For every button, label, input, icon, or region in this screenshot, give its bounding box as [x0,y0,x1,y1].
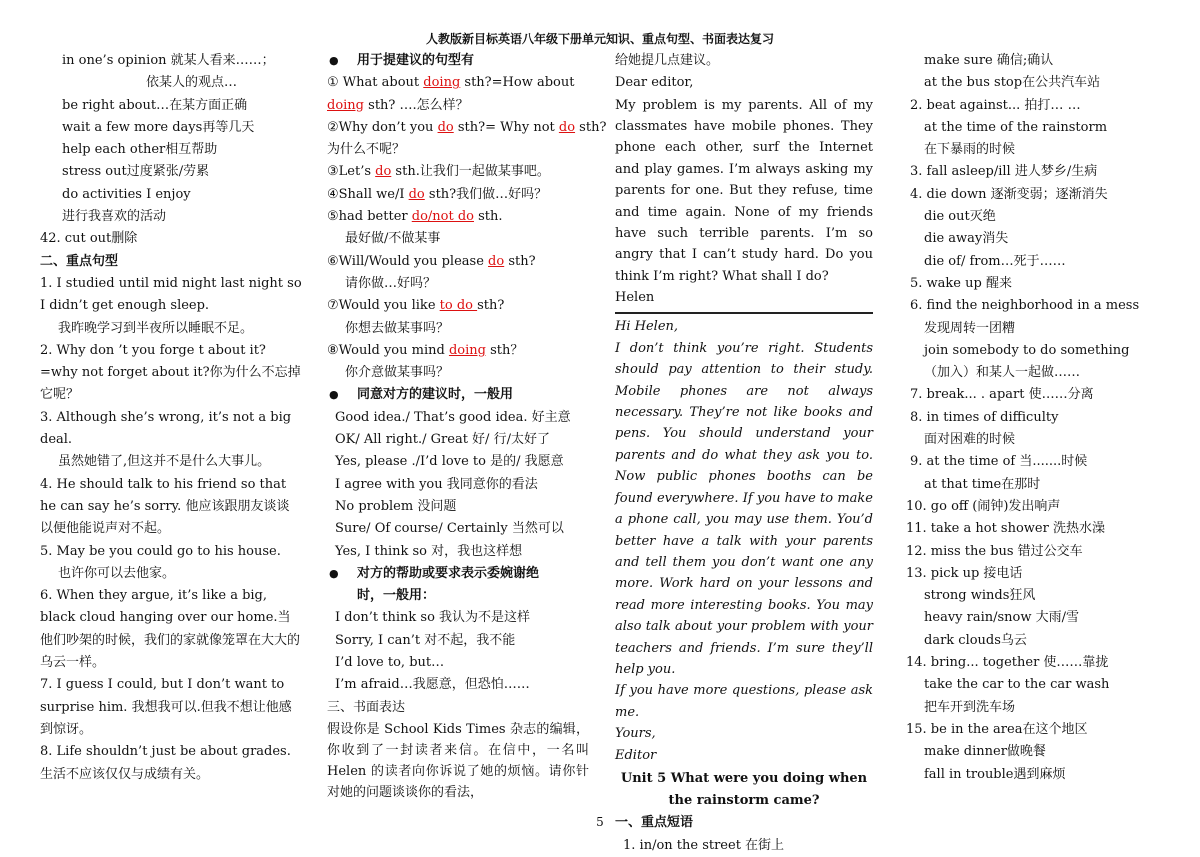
phrase-line: 12. miss the bus 错过公交车 [906,543,1083,559]
section-heading: 一、重点短语 [615,815,694,831]
agree-line: OK/ All right./ Great 好/ 行/太好了 [335,432,550,448]
phrase-line: in one’s opinion 就某人看来……； [62,53,275,68]
pattern-line: 请你做…好吗？ [345,275,437,291]
divider [615,312,873,314]
column-3 [615,50,873,857]
pattern-line: ⑥Will/Would you please do sth? [327,253,536,269]
phrase-line: 依某人的观点… [146,75,238,91]
section-heading: 二、重点句型 [40,253,119,269]
sentence-item: 3. Although she’s wrong, it’s not a big deal. [40,409,292,448]
phrase-line: dark clouds乌云 [924,632,1027,648]
phrase-line: 1. in/on the street 在街上 [623,837,785,853]
agree-line: I agree with you 我同意你的看法 [335,476,538,492]
agree-line: Sure/ Of course/ Certainly 当然可以 [335,521,564,537]
agree-line: No problem 没问题 [335,498,457,514]
sentence-item: 1. I studied until mid night last night so I didn’t get enough sleep. [40,275,302,314]
phrase-line: make dinner做晚餐 [924,744,1046,760]
reply-greeting: Hi Helen, [615,318,679,334]
phrase-line: die away消失 [924,231,1009,247]
phrase-line: help each other相互帮助 [62,142,218,158]
pattern-line: 你想去做某事吗？ [345,320,450,336]
phrase-line: make sure 确信;确认 [924,53,1054,68]
pattern-line: 你介意做某事吗？ [345,365,450,381]
bullet-heading-cont: 时，一般用： [357,588,436,604]
phrase-line: 面对困难的时候 [924,432,1016,448]
sentence-item: 7. I guess I could, but I don’t want to surprise him. 我想我可以.但我不想让他感到惊讶。 [40,677,292,737]
pattern-line: 为什么不呢？ [327,142,406,158]
phrase-line: 发现周转一团糟 [924,320,1016,336]
letter-signature: Helen [615,290,655,306]
sentence-item: 8. Life shouldn’t just be about grades.生活不应该仅仅与成绩有关。 [40,744,291,782]
phrase-line: 在下暴雨的时候 [924,142,1016,158]
bullet-heading: ● 对方的帮助或要求表示委婉谢绝 [327,563,589,585]
phrase-line: 3. fall asleep/ill 进人梦乡/生病 [910,164,1098,180]
phrase-line: stress out过度紧张/劳累 [62,164,210,180]
column-2 [327,50,607,803]
phrase-line: 11. take a hot shower 洗热水澡 [906,521,1105,537]
page-number: 5 [596,815,604,829]
refuse-line: Sorry, I can’t 对不起，我不能 [335,632,516,648]
agree-line: Yes, I think so 对，我也这样想 [335,543,523,559]
phrase-line: take the car to the car wash [924,677,1110,693]
phrase-line: die of/ from…死于…… [924,253,1066,269]
pattern-line: ②Why don’t you do sth?= Why not do sth? [327,119,607,135]
sentence-translation: 虽然她错了,但这并不是什么大事儿。 [58,454,271,470]
phrase-line: （加入）和某人一起做…… [924,365,1081,381]
phrase-line: heavy rain/snow 大雨/雪 [924,610,1080,626]
agree-line: Yes, please ./I’d love to 是的/ 我愿意 [335,454,564,470]
phrase-line: at the bus stop在公共汽车站 [924,75,1101,91]
phrase-line: wait a few more days再等几天 [62,119,255,135]
phrase-line: 7. break... . apart 使……分离 [910,387,1094,403]
phrase-line: 15. be in the area在这个地区 [906,721,1088,737]
refuse-line: I don’t think so 我认为不是这样 [335,610,531,626]
phrase-line: 42. cut out删除 [40,231,138,247]
phrase-line: 14. bring... together 使……靠拢 [906,655,1109,671]
phrase-line: fall in trouble遇到麻烦 [924,766,1066,782]
reply-closing-line: If you have more questions, please ask me. [615,683,873,720]
phrase-line: 把车开到洗车场 [924,699,1016,715]
phrase-line: 9. at the time of 当.......时候 [910,454,1088,470]
pattern-line: ① What about doing sth?=How about [327,75,575,91]
phrase-line: 2. beat against... 拍打… … [910,97,1081,113]
phrase-line: 10. go off (闹钟)发出响声 [906,498,1061,514]
reply-closing: Yours, [615,726,656,742]
phrase-line: 4. die down 逐渐变弱；逐渐消失 [910,186,1108,202]
pattern-line: ⑤had better do/not do sth. [327,209,503,225]
sentence-item: 5. May be you could go to his house. [40,543,281,559]
reply-body: I don’t think you’re right. Students should pay attention to their study. Mobile phones are not always necessary. They’re not like books and pens. You should understand your parents and do what they ask you to. Now public phones booths can be found everywhere. If you have to make a phone call, you may use them. You’d better have a talk with your parents and tell them you don’t want one any more. Work hard on your lessons and read more interesting books. You may also talk about your problem with your teachers and friends. I’m sure they’ll help you. [615,340,873,677]
unit-title: Unit 5 What were you doing when the rainstorm came? [620,770,868,809]
sentence-item: 4. He should talk to his friend so that he can say he’s sorry. 他应该跟朋友谈谈以便他能说声对不起。 [40,476,290,537]
bullet-heading: ● 同意对方的建议时，一般用 [327,384,589,406]
pattern-line: ③Let’s do sth.让我们一起做某事吧。 [327,164,550,180]
phrase-line: at that time在那时 [924,476,1041,492]
pattern-line: 最好做/不做某事 [345,231,441,247]
task-continuation: 给她提几点建议。 [615,53,720,68]
sentence-translation: 也许你可以去他家。 [58,565,176,581]
reply-sender: Editor [615,748,657,764]
pattern-line: ⑦Would you like to do sth? [327,298,505,314]
sentence-item: 6. When they argue, it’s like a big, black cloud hanging over our home.当他们吵架的时候，我们的家就像笼罩在大大的乌云一样。 [40,588,301,671]
pattern-line: ④Shall we/I do sth?我们做…好吗？ [327,186,548,202]
phrase-line: 13. pick up 接电话 [906,565,1023,581]
sentence-translation: 我昨晚学习到半夜所以睡眠不足。 [58,320,254,336]
refuse-line: I’m afraid…我愿意，但恐怕…… [335,677,530,693]
bullet-heading: ● 用于提建议的句型有 [327,50,589,72]
phrase-line: do activities I enjoy [62,186,191,202]
column-1 [40,50,302,786]
sentence-item: 2. Why don ’t you forge t about it?=why not forget about it?你为什么不忘掉它呢？ [40,342,301,403]
pattern-line: ⑧Would you mind doing sth？ [327,342,524,358]
letter-salutation: Dear editor, [615,75,694,91]
phrase-line: 6. find the neighborhood in a mess [910,298,1140,314]
phrase-line: be right about…在某方面正确 [62,97,248,113]
writing-task: 假设你是 School Kids Times 杂志的编辑，你收到了一封读者来信。在信中，一名叫 Helen 的读者向你诉说了她的烦恼。请你针对她的问题谈谈你的看法， [327,721,589,800]
refuse-line: I’d love to, but… [335,655,445,671]
pattern-line: doing sth? ….怎么样？ [327,97,469,113]
phrase-line: strong winds狂风 [924,588,1036,604]
phrase-line: 进行我喜欢的活动 [62,209,167,225]
section-heading: 三、书面表达 [327,699,406,715]
reader-letter: My problem is my parents. All of my classmates have mobile phones. They phone each other, surf the Internet and play games. I’m always asking my parents for one. But they refuse, time and time again. None of my friends have such terrible parents. I’m so angry that I can’t study hard. Do you think I’m right? What shall I do? [615,97,873,284]
phrase-line: at the time of the rainstorm [924,119,1108,135]
phrase-line: join somebody to do something [924,342,1130,358]
column-4 [906,50,1162,786]
phrase-line: 5. wake up 醒来 [910,275,1012,291]
page-header: 人教版新目标英语八年级下册单元知识、重点句型、书面表达复习 [425,32,774,46]
agree-line: Good idea./ That’s good idea. 好主意 [335,409,571,425]
phrase-line: die out灭绝 [924,209,996,225]
phrase-line: 8. in times of difficulty [910,409,1059,425]
